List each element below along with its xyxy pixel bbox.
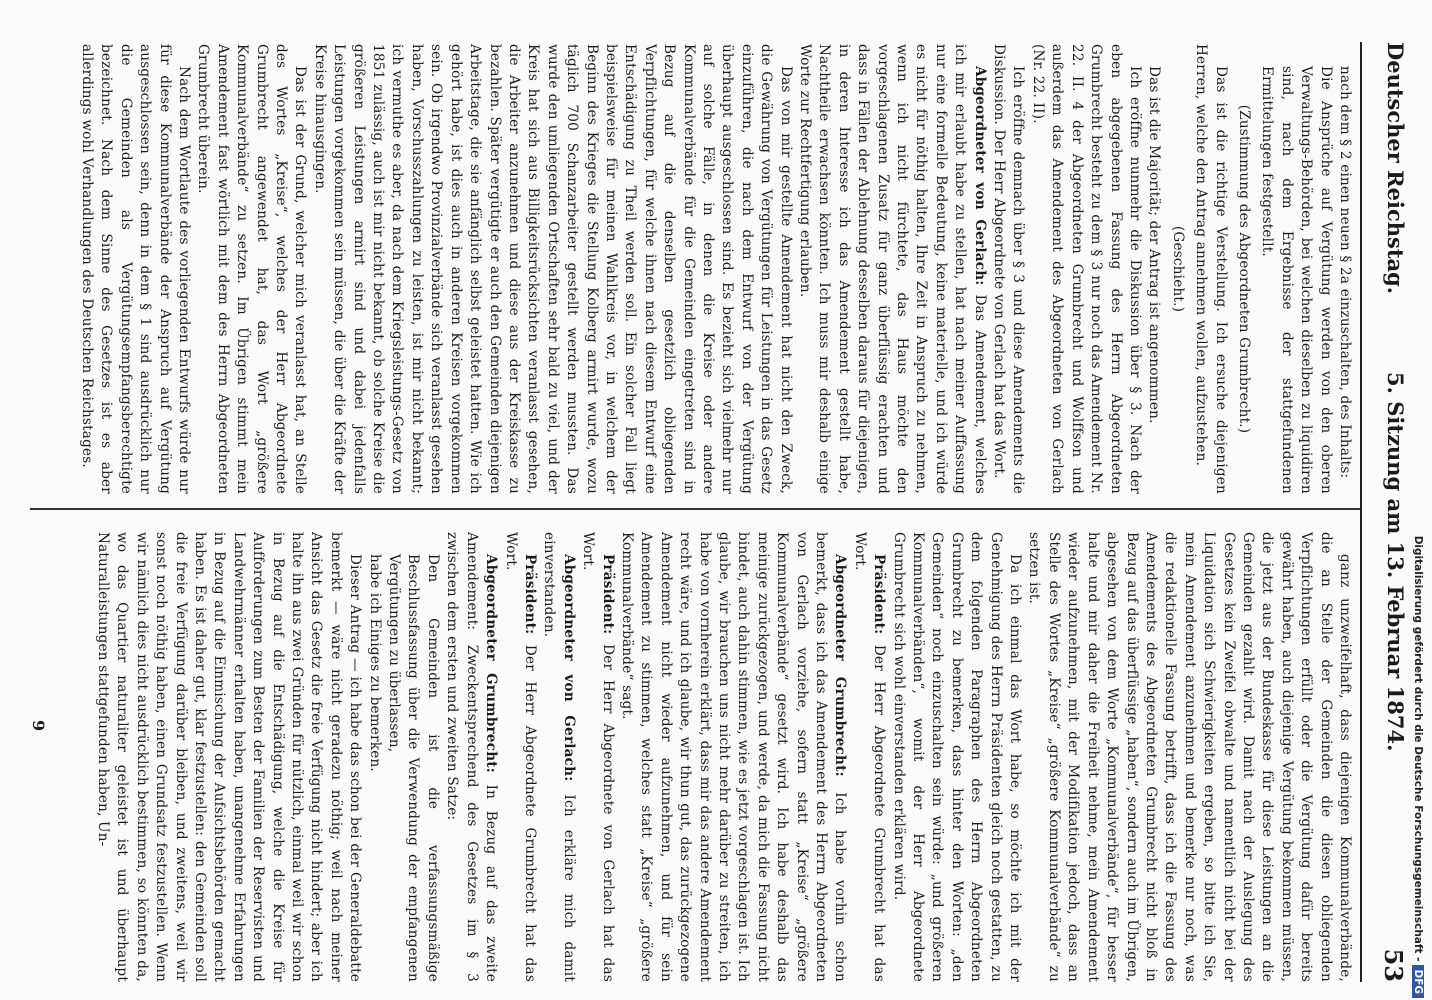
speaker-name: Abgeordneter Grumbrecht: <box>832 554 849 777</box>
paragraph <box>384 532 442 982</box>
paragraph-text: habe ich Einiges zu bemerken. <box>366 554 383 772</box>
paragraph-text: Das von mir gestellte Amendement hat nicht den Zweck, die Gewährung von Vergütungen für Leistungen in das Gesetz einzuführen, die nach dem Entwurf von der Vergütung überhaupt ausgeschlossen sind. Es bezieht sich vielmehr nur auf solche Fälle, in denen die Kreise oder andere Kommunalverbände für die Gemeinden eingetreten sind in Bezug auf die denselben gesetzlich obliegenden Verpflichtungen, für welche ihnen nach diesem Entwurf eine Entschädigung zu Theil werden soll. Ein solcher Fall liegt beispielsweise für meinen Wahlkreis vor, in welchem der Beginn des Krieges die Stellung Kolberg armirt wurde, wozu täglich 700 Schanzarbeiter gestellt werden mussten. Das wurde den umliegenden Ortschaften sehr bald zu viel, und der Kreis hat sich aus Billigkeitsrücksichten veranlasst gesehen, die Arbeiter anzunehmen und diese aus der Kreiskasse zu bezahlen. Später vergütigte er auch den Gemeinden diejenigen Arbeitstage, die sie anfänglich selbst geleistet hatten. Wie ich gehört habe, ist dies auch in anderen Kreisen vorgekommen sein. Ob irgendwo Provinzialverbände sich veranlasst gesehen haben, Vorschusszahlungen zu leisten, ist mir nicht bekannt; ich vermuthe es aber, da nach dem Kriegsleistungs-Gesetz von 1851 zulässig, auch ist mir nicht bekannt, ob solche Kreise die größeren Leistungen armirt sind und dabei jedenfalls Leistungen vorgekommen sein müssen, die über die Kräfte der Kreise hinausgingen. <box>311 44 794 494</box>
paragraph-text: Die Ansprüche auf Vergütung werden von den oberen Verwaltungs-Behörden, bei welchen dieselben zu liquidiren sind, nach dem Ergebnisse der stattgefundenen Ermittelungen festgestellt. <box>1259 66 1334 494</box>
paragraph <box>578 532 617 982</box>
paragraph <box>1335 44 1354 494</box>
paragraph <box>888 532 1024 982</box>
page-header <box>1368 42 1408 982</box>
speaker-name: Abgeordneter Grumbrecht: <box>483 554 500 773</box>
paragraph <box>1234 44 1253 494</box>
paragraph-text: (Geschieht.) <box>1169 225 1186 313</box>
paragraph <box>500 532 539 982</box>
speaker-name: Präsident: <box>871 554 888 635</box>
paragraph-text: In Bezug auf das zweite Amendement: Zweckentsprechend des Gesetzes im § 3 zwischen dem ersten und zweiten Satze: <box>444 532 500 982</box>
header-rule <box>1360 42 1362 982</box>
header-page-number: 53 <box>1379 948 1408 982</box>
signature-mark: 9 <box>29 720 48 732</box>
paragraph-text: ganz unzweifelhaft, dass diejenigen Kommunalverbände, die an Stelle der Gemeinden die diesen obliegenden Verpflichtungen erfüllt oder die Vergütung dafür bereits gewährt haben, auch diejenige Vergütung bekommen müssen, die jetzt aus der Bundeskasse für diese Leistungen an die Gemeinden gezahlt wird. Damit nach der Auslegung des Gesetzes kein Zweifel obwalte und namentlich nicht bei der Liquidation sich Schwierigkeiten ergeben, so bitte ich Sie, mein Amendement anzunehmen und bemerke nur noch, was die redaktionelle Fassung betrifft, dass ich die Fassung des Amendements des Abgeordneten Grumbrecht nicht bloß in Bezug auf das überflüssige „haben“, sondern auch im Übrigen, abgesehen von dem Worte „Kommunalverbände“, für besser halte und mir daher die Freiheit nehme, mein Amendement wieder aufzunehmen, mit der Modifikation jedoch, dass an Stelle des Wortes „Kreise“ „größere Kommunalverbände“ zu setzen ist. <box>1026 532 1353 982</box>
paragraph <box>77 44 193 494</box>
paragraph-text: (Zustimmung des Abgeordneten Grumbrecht.) <box>1235 104 1252 434</box>
paragraph-text: Ich habe vorhin schon bemerkt, dass ich das Amendement des Herrn Abgeordneten von Gerlach vorziehe, sofern statt „Kreise“ „größere Kommunalverbände“ gesetzt wird. Ich habe deshalb das meinige zurückgezogen, und werde, da mich die Fassung nicht bindet, auch dahin stimmen, wie es jetzt vorgeschlagen ist. Ich glaube, wir brauchen uns nicht mehr darüber zu streiten, ich habe von vornherein erklärt, dass mir das andere Amendement recht wäre, und ich glaube, wir thun gut, das zurückgezogene Amendement nicht wieder aufzunehmen, und für sein Amendement zu stimmen, welches statt „Kreise“ „größere Kommunalverbände“ sagt. <box>618 532 849 982</box>
paragraph <box>1024 532 1354 982</box>
header-journal-title: Deutscher Reichstag. <box>1383 42 1408 295</box>
paragraph-text: Der Herr Abgeordnete Grumbrecht hat das Wort. <box>851 532 888 982</box>
paragraph <box>193 44 309 494</box>
digitization-credit <box>1412 18 1424 998</box>
paragraph <box>364 532 383 982</box>
header-session: 5. Sitzung am 13. Februar 1874. <box>1383 372 1408 752</box>
dfg-badge: DFG <box>1412 965 1424 998</box>
column-right <box>34 532 1354 982</box>
paragraph <box>442 532 500 982</box>
paragraph-text: Der Herr Abgeordnete Grumbrecht hat das Wort. <box>502 532 538 982</box>
paragraph-text: Das ist die Majorität; der Antrag ist angenommen. <box>1146 66 1163 424</box>
paragraph <box>795 44 989 494</box>
paragraph <box>989 44 1028 494</box>
paragraph-text: Den Gemeinden ist die verfassungsmäßige Beschlussfassung über die Verwendung der empfangenen Vergütungen zu überlassen, <box>386 554 441 982</box>
paragraph-text: Dieser Antrag — ich habe das schon bei der Generaldebatte bemerkt — wäre nicht geradezu nöthig; weil nach meiner Ansicht das Gesetz die freie Verfügung nicht hindert; aber ich halte ihn aus zwei Gründen für nützlich, einmal weil wir schon in Bezug auf die Entschädigung, welche die Kreise für Aufforderungen zum Besten der Familien der Reservisten und Landwehrmänner erhalten haben, unangenehme Erfahrungen in Bezug auf die Einmischung der Aufsichtsbehörden gemacht haben. Es ist daher gut, klar festzustellen: den Gemeinden soll die freie Verfügung darüber bleiben, und zweitens, weil wir sonst noch nöthig haben, einen Grundsatz festzustellen. Wenn wir nämlich dies nicht ausdrücklich bestimmen, so könnten da, wo das Quartier naturaliter geleistet ist und überhaupt Naturalleistungen stattgefunden haben, Un- <box>95 532 364 982</box>
paragraph <box>1257 44 1335 494</box>
paragraph-text: Da ich einmal das Wort habe, so möchte ich mit der Genehmigung des Herrn Präsidenten gleich noch gestatten, zu dem folgenden Paragraphen des Herrn Abgeordneten Grumbrecht zu bemerken, dass hinter den Worten: „den Gemeinden“ noch einzuschalten sein würde: „und größeren Kommunalverbänden“, womit der Herr Abgeordnete Grumbrecht sich wohl einverstanden erklären wird. <box>890 532 1024 982</box>
paragraph-text: Das ist die richtige Verstellung. Ich ersuche diejenigen Herren, welche den Antrag annehmen wollen, aufzustehen. <box>1193 44 1229 494</box>
speaker-name: Abgeordneter von Gerlach: <box>560 554 577 782</box>
paragraph <box>539 532 578 982</box>
paragraph <box>1144 44 1163 494</box>
paragraph-text: Ich erkläre mich damit einverstanden. <box>541 532 577 982</box>
paragraph-text: Nach dem Wortlaute des vorliegenden Entwurfs würde nur für diese Kommunalverbände der Anspruch auf Vergütung ausgeschlossen sein, denn in dem § 1 sind ausdrücklich nur die Gemeinden als Vergütungsempfangsberechtigte bezeichnet. Nach dem Sinne des Gesetzes ist es aber allerdings wohl Verhandlungen des Deutschen Reichstages. <box>79 44 193 494</box>
speaker-name: Präsident: <box>599 554 616 635</box>
speaker-name: Abgeordneter von Gerlach: <box>971 66 988 286</box>
paragraph <box>1191 44 1230 494</box>
paragraph-text: Das ist der Grund, welcher mich veranlasst hat, an Stelle des Wortes „Kreise“, welches der Herr Abgeordnete Grumbrecht angewendet hat, das Wort „größere Kommunalverbände“ zu setzen. Im Übrigen stimmt mein Amendement fast wörtlich mit dem des Herrn Abgeordneten Grumbrecht überein. <box>195 44 309 494</box>
paragraph <box>849 532 888 982</box>
paragraph <box>93 532 365 982</box>
paragraph-text: Ich eröffne nunmehr die Diskussion über § 3. Nach der eben abgegebenen Fassung des Herrn Abgeordneten Grumbrecht besteht zu dem § 3 nur noch das Amendement Nr. 22. II. 4 der Abgeordneten Grumbrecht und Wolffson und außerdem das Amendement des Abgeordneten von Gerlach (Nr. 22. II). <box>1029 44 1143 494</box>
column-left <box>34 44 1354 494</box>
speaker-name: Präsident: <box>521 554 538 635</box>
paragraph-text: Ich eröffne demnach über § 3 und diese Amendements die Diskussion. Der Herr Abgeordnete von Gerlach hat das Wort. <box>991 44 1027 494</box>
paragraph <box>617 532 850 982</box>
column-divider <box>30 508 1360 510</box>
paragraph-text: Das Amendement, welches ich mir erlaubt habe zu stellen, hat nach meiner Auffassung nur eine formelle Bedeutung, keine materielle, und ich würde es nicht für nöthig halten, Ihre Zeit in Anspruch zu nehmen, wenn ich nicht fürchtete, das Haus möchte den vorgeschlagenen Zusatz für ganz überflüssig erachten und dass in Fällen der Ablehnung desselben daraus für diejenigen, in deren Interesse ich das Amendement gestellt habe, Nachtheile erwachsen könnten. Ich muss mir deshalb einige Worte zur Rechtfertigung erlauben. <box>797 44 988 494</box>
credit-text: Digitalisierung gefördert durch die Deutsche Forschungsgemeinschaft - <box>1412 535 1424 962</box>
paragraph-text: nach dem § 2 einen neuen § 2a einzuschalten, des Inhalts: <box>1337 66 1353 479</box>
paragraph-text: Der Herr Abgeordnete von Gerlach hat das Wort. <box>580 532 616 982</box>
paragraph <box>309 44 794 494</box>
paragraph <box>1028 44 1144 494</box>
paragraph <box>1167 44 1186 494</box>
